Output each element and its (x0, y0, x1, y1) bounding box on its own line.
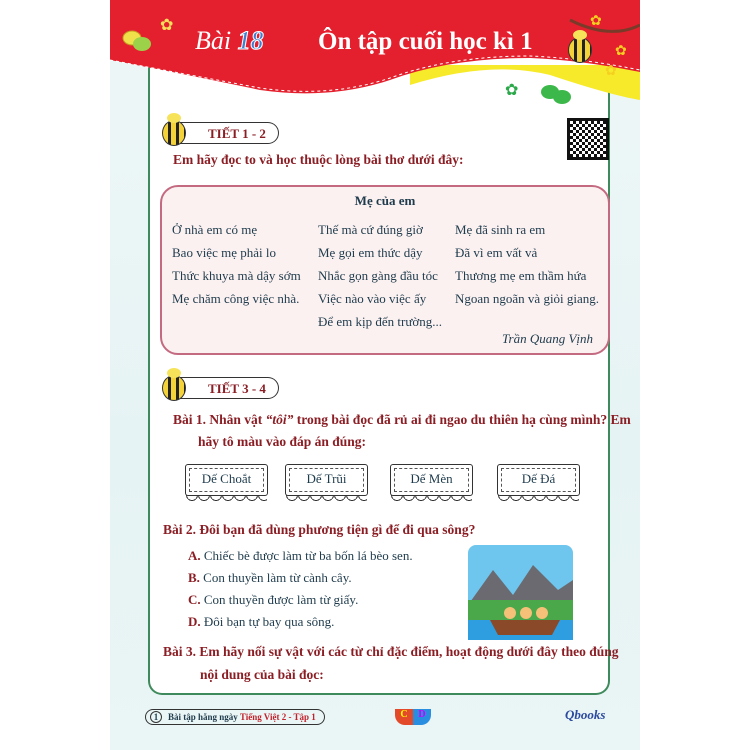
poem-line: Đã vì em vất vả (455, 245, 538, 260)
poem-author: Trần Quang Vịnh (502, 331, 594, 346)
choice-letter: C. (188, 592, 201, 607)
cd-logo-c: C (395, 709, 413, 725)
illustration-boat (468, 545, 573, 640)
poem-line: Thương mẹ em thầm hứa (455, 268, 587, 283)
svg-text:✿: ✿ (605, 64, 617, 79)
poem-line: Để em kịp đến trường... (318, 314, 443, 329)
bai3-question-cont: nội dung của bài đọc: (200, 667, 324, 682)
answer-choice[interactable] (188, 614, 334, 630)
lesson-label (195, 26, 264, 56)
answer-choice[interactable] (188, 570, 352, 586)
section-label: TIẾT 1 - 2 (178, 122, 279, 144)
bai1-emphasis: “tôi” (265, 412, 294, 427)
publisher-logo: Qbooks (565, 707, 606, 722)
bai1-question-cont: hãy tô màu vào đáp án đúng: (198, 434, 367, 449)
bee-icon (568, 37, 592, 63)
cd-logo-d: D (413, 709, 431, 725)
butterfly-icon (541, 85, 571, 104)
choice-text: Chiếc bè được làm từ ba bốn lá bèo sen. (200, 548, 413, 563)
choice-text: Đôi bạn tự bay qua sông. (200, 614, 335, 629)
bai1-text: Bài 1. Nhân vật (173, 412, 266, 427)
bee-icon (162, 120, 186, 146)
bai3-question: Bài 3. Em hãy nối sự vật với các từ chỉ đặc điểm, hoạt động dưới đây theo đúng (163, 644, 619, 659)
flower-icon: ✿ (160, 17, 174, 34)
section-label: TIẾT 3 - 4 (178, 377, 279, 399)
bai1-text: trong bài đọc đã rủ ai đi ngao du thiên hạ cùng mình? Em (293, 412, 631, 427)
poem-line: Thức khuya mà dậy sớm (172, 268, 301, 283)
poem-line: Nhắc gọn gàng đầu tóc (318, 268, 438, 283)
cd-logo (395, 709, 431, 725)
answer-choice[interactable] (188, 592, 358, 608)
bai1-question (173, 412, 631, 428)
book-subject: Tiếng Việt 2 - Tập 1 (239, 712, 316, 722)
choice-letter: D. (188, 614, 201, 629)
poem-line: Việc nào vào việc ấy (318, 291, 427, 306)
svg-text:✿: ✿ (590, 14, 602, 29)
answer-choice[interactable] (188, 548, 413, 564)
poem-line: Bao việc mẹ phải lo (172, 245, 276, 260)
choice-text: Con thuyền được làm từ giấy. (200, 592, 359, 607)
poem-line: Mẹ gọi em thức dậy (318, 245, 423, 260)
bee-icon (162, 375, 186, 401)
answer-label: Dế Đá (521, 471, 556, 486)
answer-option[interactable] (285, 464, 368, 496)
poem-title: Mẹ của em (354, 193, 416, 208)
answer-label: Dế Trũi (306, 471, 347, 486)
footer-book-title (145, 709, 325, 725)
instruction: Em hãy đọc to và học thuộc lòng bài thơ dưới đây: (173, 152, 464, 167)
svg-text:✿: ✿ (615, 44, 627, 59)
lesson-prefix: Bài (195, 26, 232, 55)
poem-line: Ngoan ngoãn và giỏi giang. (455, 291, 600, 306)
lesson-number: 18 (237, 26, 264, 55)
choice-letter: A. (188, 548, 201, 563)
book-series: Bài tập hằng ngày (168, 712, 240, 722)
answer-option[interactable] (185, 464, 268, 496)
qr-code[interactable] (567, 118, 609, 160)
poem-line: Mẹ đã sinh ra em (455, 222, 546, 237)
bai2-question: Bài 2. Đôi bạn đã dùng phương tiện gì để đi qua sông? (163, 522, 476, 537)
answer-option[interactable] (390, 464, 473, 496)
answer-label: Dế Mèn (410, 471, 453, 486)
choice-letter: B. (188, 570, 200, 585)
flower-icon: ✿ (505, 82, 519, 99)
answer-label: Dế Choắt (201, 471, 252, 486)
choice-text: Con thuyền làm từ cành cây. (199, 570, 352, 585)
page-number: 1 (150, 711, 162, 723)
page-title: Ôn tập cuối học kì 1 (318, 28, 533, 55)
poem-line: Thế mà cứ đúng giờ (318, 222, 423, 237)
answer-option[interactable] (497, 464, 580, 496)
poem-line: Mẹ chăm công việc nhà. (172, 291, 300, 306)
poem-line: Ở nhà em có mẹ (172, 222, 258, 237)
